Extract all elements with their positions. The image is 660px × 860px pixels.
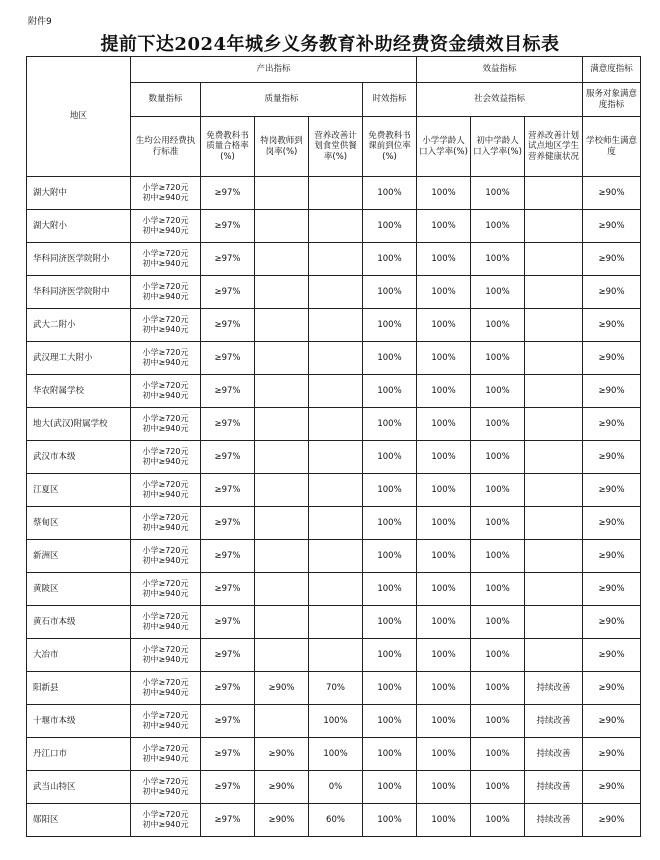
nutrition-cell — [525, 606, 583, 639]
junior-cell: 100% — [471, 507, 525, 540]
book-ontime-cell: 100% — [363, 771, 417, 804]
teacher-cell — [255, 177, 309, 210]
meal-cell: 100% — [309, 705, 363, 738]
primary-cell: 100% — [417, 540, 471, 573]
teacher-cell — [255, 540, 309, 573]
nutrition-cell — [525, 342, 583, 375]
nutrition-cell — [525, 177, 583, 210]
nutrition-cell: 持续改善 — [525, 738, 583, 771]
fund-cell: 小学≥720元 初中≥940元 — [131, 606, 201, 639]
fund-cell: 小学≥720元 初中≥940元 — [131, 474, 201, 507]
book-ontime-cell: 100% — [363, 408, 417, 441]
book-quality-cell: ≥97% — [201, 540, 255, 573]
header-quantity: 数量指标 — [131, 83, 201, 117]
header-region: 地区 — [27, 57, 131, 177]
header-timeliness: 时效指标 — [363, 83, 417, 117]
book-quality-cell: ≥97% — [201, 276, 255, 309]
book-ontime-cell: 100% — [363, 210, 417, 243]
primary-cell: 100% — [417, 573, 471, 606]
book-ontime-cell: 100% — [363, 177, 417, 210]
primary-cell: 100% — [417, 606, 471, 639]
primary-cell: 100% — [417, 276, 471, 309]
region-cell: 地大(武汉)附属学校 — [27, 408, 131, 441]
table-row — [27, 771, 641, 804]
satisfaction-cell: ≥90% — [583, 672, 641, 705]
teacher-cell — [255, 408, 309, 441]
table-row — [27, 210, 641, 243]
satisfaction-cell: ≥90% — [583, 474, 641, 507]
col-header: 初中学龄人口入学率(%) — [471, 117, 525, 177]
region-cell: 新洲区 — [27, 540, 131, 573]
satisfaction-cell: ≥90% — [583, 309, 641, 342]
satisfaction-cell: ≥90% — [583, 639, 641, 672]
table-row — [27, 738, 641, 771]
region-cell: 武汉理工大附小 — [27, 342, 131, 375]
book-ontime-cell: 100% — [363, 804, 417, 837]
teacher-cell: ≥90% — [255, 672, 309, 705]
fund-cell: 小学≥720元 初中≥940元 — [131, 210, 201, 243]
primary-cell: 100% — [417, 705, 471, 738]
col-header: 生均公用经费执行标准 — [131, 117, 201, 177]
book-ontime-cell: 100% — [363, 243, 417, 276]
junior-cell: 100% — [471, 408, 525, 441]
book-quality-cell: ≥97% — [201, 375, 255, 408]
book-ontime-cell: 100% — [363, 441, 417, 474]
book-quality-cell: ≥97% — [201, 342, 255, 375]
primary-cell: 100% — [417, 342, 471, 375]
book-ontime-cell: 100% — [363, 705, 417, 738]
table-row — [27, 804, 641, 837]
region-cell: 华科同济医学院附中 — [27, 276, 131, 309]
satisfaction-cell: ≥90% — [583, 771, 641, 804]
header-service-satisfaction: 服务对象满意度指标 — [583, 83, 641, 117]
region-cell: 黄陂区 — [27, 573, 131, 606]
region-cell: 江夏区 — [27, 474, 131, 507]
book-ontime-cell: 100% — [363, 342, 417, 375]
primary-cell: 100% — [417, 507, 471, 540]
table-row — [27, 309, 641, 342]
table-row — [27, 540, 641, 573]
region-cell: 华农附属学校 — [27, 375, 131, 408]
primary-cell: 100% — [417, 738, 471, 771]
teacher-cell — [255, 276, 309, 309]
junior-cell: 100% — [471, 705, 525, 738]
book-quality-cell: ≥97% — [201, 639, 255, 672]
nutrition-cell: 持续改善 — [525, 705, 583, 738]
col-header: 小学学龄人口入学率(%) — [417, 117, 471, 177]
book-quality-cell: ≥97% — [201, 606, 255, 639]
book-ontime-cell: 100% — [363, 375, 417, 408]
meal-cell: 60% — [309, 804, 363, 837]
nutrition-cell — [525, 540, 583, 573]
fund-cell: 小学≥720元 初中≥940元 — [131, 507, 201, 540]
teacher-cell — [255, 507, 309, 540]
book-quality-cell: ≥97% — [201, 408, 255, 441]
primary-cell: 100% — [417, 177, 471, 210]
book-quality-cell: ≥97% — [201, 672, 255, 705]
meal-cell — [309, 177, 363, 210]
region-cell: 武当山特区 — [27, 771, 131, 804]
primary-cell: 100% — [417, 474, 471, 507]
performance-target-table — [26, 56, 641, 837]
satisfaction-cell: ≥90% — [583, 276, 641, 309]
primary-cell: 100% — [417, 210, 471, 243]
meal-cell — [309, 441, 363, 474]
meal-cell: 100% — [309, 738, 363, 771]
primary-cell: 100% — [417, 375, 471, 408]
book-quality-cell: ≥97% — [201, 309, 255, 342]
book-ontime-cell: 100% — [363, 474, 417, 507]
meal-cell — [309, 639, 363, 672]
region-cell: 郧阳区 — [27, 804, 131, 837]
junior-cell: 100% — [471, 573, 525, 606]
satisfaction-cell: ≥90% — [583, 738, 641, 771]
col-header: 营养改善计划试点地区学生营养健康状况 — [525, 117, 583, 177]
junior-cell: 100% — [471, 804, 525, 837]
col-header: 免费教科书质量合格率(%) — [201, 117, 255, 177]
table-row — [27, 276, 641, 309]
region-cell: 黄石市本级 — [27, 606, 131, 639]
junior-cell: 100% — [471, 210, 525, 243]
table-row — [27, 474, 641, 507]
teacher-cell — [255, 441, 309, 474]
satisfaction-cell: ≥90% — [583, 573, 641, 606]
teacher-cell — [255, 210, 309, 243]
nutrition-cell — [525, 309, 583, 342]
satisfaction-cell: ≥90% — [583, 342, 641, 375]
meal-cell — [309, 606, 363, 639]
fund-cell: 小学≥720元 初中≥940元 — [131, 705, 201, 738]
fund-cell: 小学≥720元 初中≥940元 — [131, 441, 201, 474]
junior-cell: 100% — [471, 441, 525, 474]
fund-cell: 小学≥720元 初中≥940元 — [131, 804, 201, 837]
region-cell: 湖大附小 — [27, 210, 131, 243]
meal-cell — [309, 408, 363, 441]
header-benefit: 效益指标 — [417, 57, 583, 83]
fund-cell: 小学≥720元 初中≥940元 — [131, 540, 201, 573]
document-title: 提前下达2024年城乡义务教育补助经费资金绩效目标表 — [100, 34, 560, 55]
table-body — [27, 177, 641, 837]
meal-cell: 70% — [309, 672, 363, 705]
region-cell: 蔡甸区 — [27, 507, 131, 540]
teacher-cell — [255, 309, 309, 342]
nutrition-cell — [525, 441, 583, 474]
nutrition-cell — [525, 507, 583, 540]
region-cell: 十堰市本级 — [27, 705, 131, 738]
satisfaction-cell: ≥90% — [583, 210, 641, 243]
primary-cell: 100% — [417, 639, 471, 672]
col-header: 学校师生满意度 — [583, 117, 641, 177]
table-row — [27, 573, 641, 606]
region-cell: 武汉市本级 — [27, 441, 131, 474]
primary-cell: 100% — [417, 243, 471, 276]
fund-cell: 小学≥720元 初中≥940元 — [131, 309, 201, 342]
junior-cell: 100% — [471, 606, 525, 639]
fund-cell: 小学≥720元 初中≥940元 — [131, 243, 201, 276]
fund-cell: 小学≥720元 初中≥940元 — [131, 276, 201, 309]
book-ontime-cell: 100% — [363, 672, 417, 705]
junior-cell: 100% — [471, 672, 525, 705]
col-header: 特岗教师到岗率(%) — [255, 117, 309, 177]
book-quality-cell: ≥97% — [201, 804, 255, 837]
teacher-cell: ≥90% — [255, 804, 309, 837]
book-quality-cell: ≥97% — [201, 441, 255, 474]
meal-cell — [309, 375, 363, 408]
book-ontime-cell: 100% — [363, 540, 417, 573]
meal-cell — [309, 342, 363, 375]
table-row — [27, 408, 641, 441]
primary-cell: 100% — [417, 804, 471, 837]
nutrition-cell — [525, 243, 583, 276]
meal-cell — [309, 243, 363, 276]
book-quality-cell: ≥97% — [201, 507, 255, 540]
teacher-cell — [255, 606, 309, 639]
book-quality-cell: ≥97% — [201, 474, 255, 507]
junior-cell: 100% — [471, 276, 525, 309]
fund-cell: 小学≥720元 初中≥940元 — [131, 639, 201, 672]
primary-cell: 100% — [417, 672, 471, 705]
fund-cell: 小学≥720元 初中≥940元 — [131, 342, 201, 375]
table-row — [27, 705, 641, 738]
book-ontime-cell: 100% — [363, 606, 417, 639]
book-ontime-cell: 100% — [363, 276, 417, 309]
teacher-cell: ≥90% — [255, 771, 309, 804]
junior-cell: 100% — [471, 474, 525, 507]
nutrition-cell — [525, 639, 583, 672]
book-ontime-cell: 100% — [363, 309, 417, 342]
table-row — [27, 507, 641, 540]
book-quality-cell: ≥97% — [201, 210, 255, 243]
header-satisfaction: 满意度指标 — [583, 57, 641, 83]
nutrition-cell — [525, 375, 583, 408]
satisfaction-cell: ≥90% — [583, 507, 641, 540]
primary-cell: 100% — [417, 441, 471, 474]
nutrition-cell — [525, 573, 583, 606]
nutrition-cell — [525, 408, 583, 441]
junior-cell: 100% — [471, 771, 525, 804]
book-ontime-cell: 100% — [363, 507, 417, 540]
region-cell: 湖大附中 — [27, 177, 131, 210]
region-cell: 华科同济医学院附小 — [27, 243, 131, 276]
satisfaction-cell: ≥90% — [583, 705, 641, 738]
nutrition-cell: 持续改善 — [525, 804, 583, 837]
book-quality-cell: ≥97% — [201, 771, 255, 804]
book-quality-cell: ≥97% — [201, 243, 255, 276]
table-row — [27, 375, 641, 408]
book-ontime-cell: 100% — [363, 738, 417, 771]
junior-cell: 100% — [471, 540, 525, 573]
primary-cell: 100% — [417, 771, 471, 804]
book-quality-cell: ≥97% — [201, 573, 255, 606]
primary-cell: 100% — [417, 408, 471, 441]
satisfaction-cell: ≥90% — [583, 408, 641, 441]
book-ontime-cell: 100% — [363, 573, 417, 606]
header-social: 社会效益指标 — [417, 83, 583, 117]
fund-cell: 小学≥720元 初中≥940元 — [131, 738, 201, 771]
attachment-label: 附件9 — [28, 17, 52, 27]
junior-cell: 100% — [471, 309, 525, 342]
region-cell: 大冶市 — [27, 639, 131, 672]
meal-cell — [309, 573, 363, 606]
meal-cell — [309, 507, 363, 540]
table-row — [27, 441, 641, 474]
meal-cell — [309, 474, 363, 507]
fund-cell: 小学≥720元 初中≥940元 — [131, 408, 201, 441]
teacher-cell — [255, 573, 309, 606]
book-quality-cell: ≥97% — [201, 705, 255, 738]
junior-cell: 100% — [471, 639, 525, 672]
satisfaction-cell: ≥90% — [583, 540, 641, 573]
fund-cell: 小学≥720元 初中≥940元 — [131, 771, 201, 804]
header-quality: 质量指标 — [201, 83, 363, 117]
book-ontime-cell: 100% — [363, 639, 417, 672]
col-header: 免费教科书课前到位率(%) — [363, 117, 417, 177]
table-row — [27, 342, 641, 375]
satisfaction-cell: ≥90% — [583, 606, 641, 639]
teacher-cell — [255, 474, 309, 507]
satisfaction-cell: ≥90% — [583, 804, 641, 837]
primary-cell: 100% — [417, 309, 471, 342]
book-quality-cell: ≥97% — [201, 738, 255, 771]
nutrition-cell — [525, 276, 583, 309]
teacher-cell — [255, 243, 309, 276]
meal-cell — [309, 210, 363, 243]
meal-cell — [309, 309, 363, 342]
nutrition-cell — [525, 474, 583, 507]
junior-cell: 100% — [471, 738, 525, 771]
table-row — [27, 606, 641, 639]
nutrition-cell: 持续改善 — [525, 771, 583, 804]
teacher-cell — [255, 342, 309, 375]
book-quality-cell: ≥97% — [201, 177, 255, 210]
region-cell: 阳新县 — [27, 672, 131, 705]
teacher-cell — [255, 375, 309, 408]
junior-cell: 100% — [471, 177, 525, 210]
table-row — [27, 177, 641, 210]
table-row — [27, 639, 641, 672]
meal-cell — [309, 540, 363, 573]
teacher-cell — [255, 705, 309, 738]
fund-cell: 小学≥720元 初中≥940元 — [131, 375, 201, 408]
satisfaction-cell: ≥90% — [583, 177, 641, 210]
meal-cell: 0% — [309, 771, 363, 804]
region-cell: 武大二附小 — [27, 309, 131, 342]
fund-cell: 小学≥720元 初中≥940元 — [131, 573, 201, 606]
junior-cell: 100% — [471, 342, 525, 375]
teacher-cell: ≥90% — [255, 738, 309, 771]
teacher-cell — [255, 639, 309, 672]
satisfaction-cell: ≥90% — [583, 243, 641, 276]
table-row — [27, 672, 641, 705]
fund-cell: 小学≥720元 初中≥940元 — [131, 672, 201, 705]
table-row — [27, 243, 641, 276]
nutrition-cell — [525, 210, 583, 243]
junior-cell: 100% — [471, 243, 525, 276]
satisfaction-cell: ≥90% — [583, 375, 641, 408]
satisfaction-cell: ≥90% — [583, 441, 641, 474]
meal-cell — [309, 276, 363, 309]
fund-cell: 小学≥720元 初中≥940元 — [131, 177, 201, 210]
col-header: 营养改善计划食堂供餐率(%) — [309, 117, 363, 177]
region-cell: 丹江口市 — [27, 738, 131, 771]
nutrition-cell: 持续改善 — [525, 672, 583, 705]
junior-cell: 100% — [471, 375, 525, 408]
header-output: 产出指标 — [131, 57, 417, 83]
